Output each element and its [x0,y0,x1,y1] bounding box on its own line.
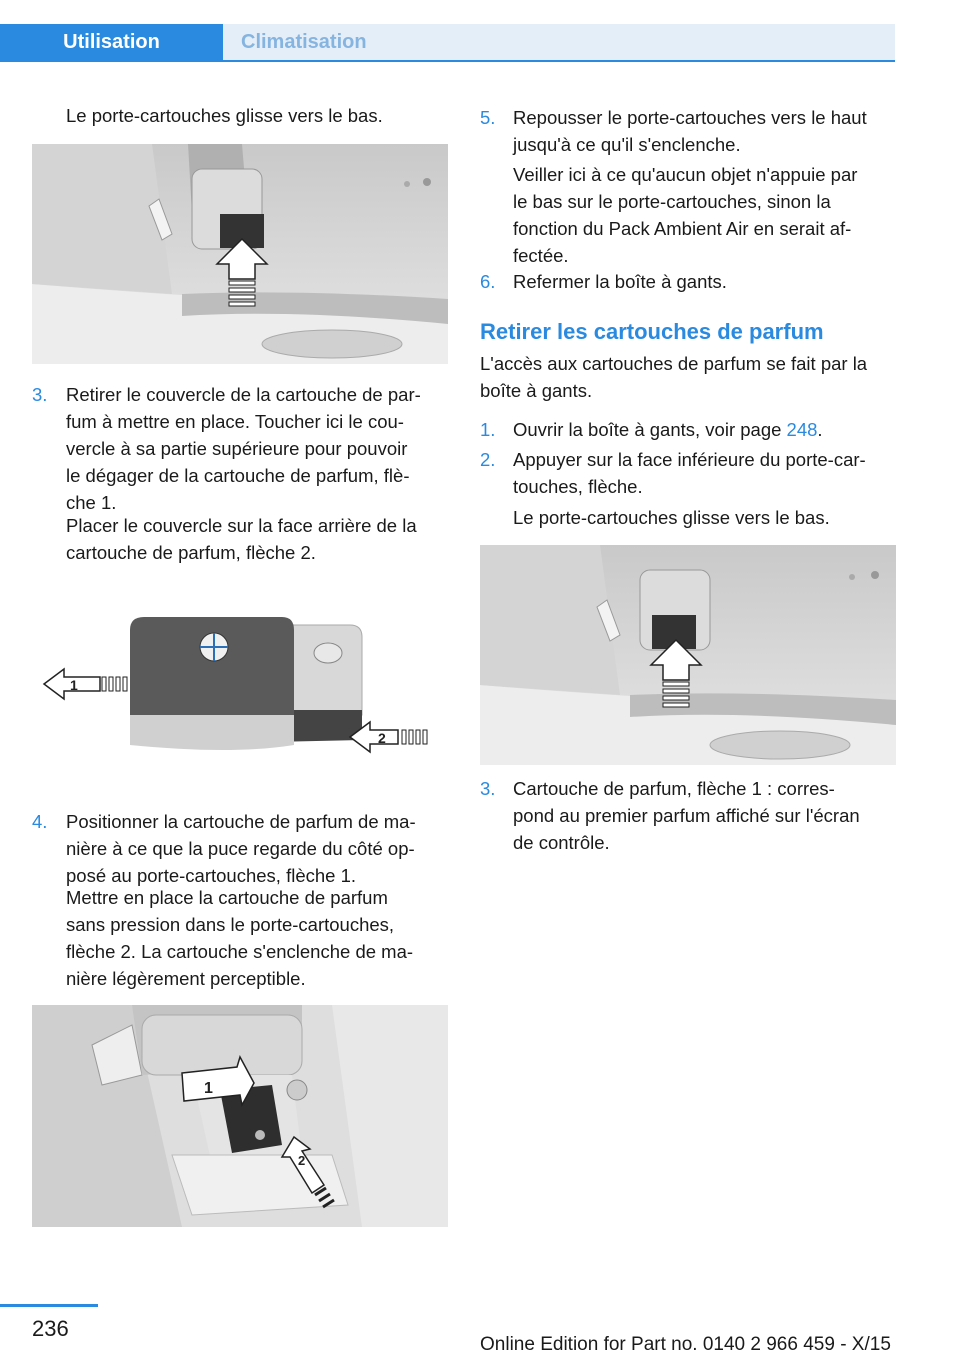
step4-text [66,808,416,889]
step5b-text [513,161,857,269]
text-line: le bas sur le porte-cartouches, sinon la [513,191,831,212]
text-line: Appuyer sur la face inférieure du porte-car- [513,449,866,470]
text-line: Retirer le couvercle de la cartouche de par- [66,384,421,405]
header-divider [0,60,895,62]
step1-label: Ouvrir la boîte à gants, voir page [513,419,787,440]
intro-text: Le porte-cartouches glisse vers le bas. [66,105,383,126]
text-line: de contrôle. [513,832,610,853]
text-line: pond au premier parfum affiché sur l'écran [513,805,860,826]
step-number: 3. [32,384,48,405]
tab-climatisation[interactable]: Climatisation [223,24,895,60]
arrow-label-2: 2 [298,1153,306,1168]
text-line: Mettre en place la cartouche de parfum [66,887,388,908]
punctuation: . [817,419,823,440]
text-line: Veiller ici à ce qu'aucun objet n'appuie par [513,164,858,185]
text-line: jusqu'à ce qu'il s'enclenche. [513,134,741,155]
text-line: L'accès aux cartouches de parfum se fait par la [480,353,868,374]
arrow-label-1: 1 [70,677,78,693]
page-link[interactable]: 248 [786,419,818,440]
text-line: touches, flèche. [513,476,643,497]
text-line: nière légèrement perceptible. [66,968,306,989]
step-number: 1. [480,419,496,440]
text-line: Repousser le porte-cartouches vers le haut [513,107,867,128]
text-line: boîte à gants. [480,380,593,401]
step3b-text [66,512,417,566]
text-line: le dégager de la cartouche de parfum, flè- [66,465,410,486]
step6-text: Refermer la boîte à gants. [513,271,727,292]
step-number: 2. [480,449,496,470]
figure-glovebox-holder-2 [480,545,896,765]
text-line: Positionner la cartouche de parfum de ma- [66,811,416,832]
arrow-label-1: 1 [204,1080,213,1097]
step-number: 5. [480,107,496,128]
figure-cartridge-insert [32,1005,448,1227]
text-line: Cartouche de parfum, flèche 1 : corres- [513,778,835,799]
step-number: 6. [480,271,496,292]
text-line: fonction du Pack Ambient Air en serait af- [513,218,852,239]
text-line: fectée. [513,245,569,266]
figure-glovebox-holder [32,144,448,364]
step3-text [66,381,421,516]
intro-paragraph [480,350,867,404]
text-line: vercle à sa partie supérieure pour pouvoir [66,438,408,459]
arrow-label-2: 2 [378,730,386,746]
step2b-text: Le porte-cartouches glisse vers le bas. [513,507,830,528]
text-line: Placer le couvercle sur la face arrière de la [66,515,417,536]
footer-divider [0,1304,98,1307]
edition-text: Online Edition for Part no. 0140 2 966 459 - X/15 [480,1334,891,1355]
page-number: 236 [32,1316,69,1341]
step1-text [513,416,823,443]
text-line: posé au porte-cartouches, flèche 1. [66,865,357,886]
step2-text [513,446,866,500]
step-number: 3. [480,778,496,799]
step5-text [513,104,867,158]
text-line: che 1. [66,492,117,513]
step4b-text [66,884,413,992]
section-heading: Retirer les cartouches de parfum [480,319,824,344]
text-line: cartouche de parfum, flèche 2. [66,542,316,563]
text-line: sans pression dans le porte-cartouches, [66,914,395,935]
text-line: flèche 2. La cartouche s'enclenche de ma- [66,941,414,962]
step3-right-text [513,775,860,856]
tab-utilisation[interactable]: Utilisation [0,24,223,60]
text-line: fum à mettre en place. Toucher ici le cou- [66,411,404,432]
step-number: 4. [32,811,48,832]
figure-cartridge-cover [32,605,448,765]
text-line: nière à ce que la puce regarde du côté op- [66,838,415,859]
page-header [0,24,895,62]
